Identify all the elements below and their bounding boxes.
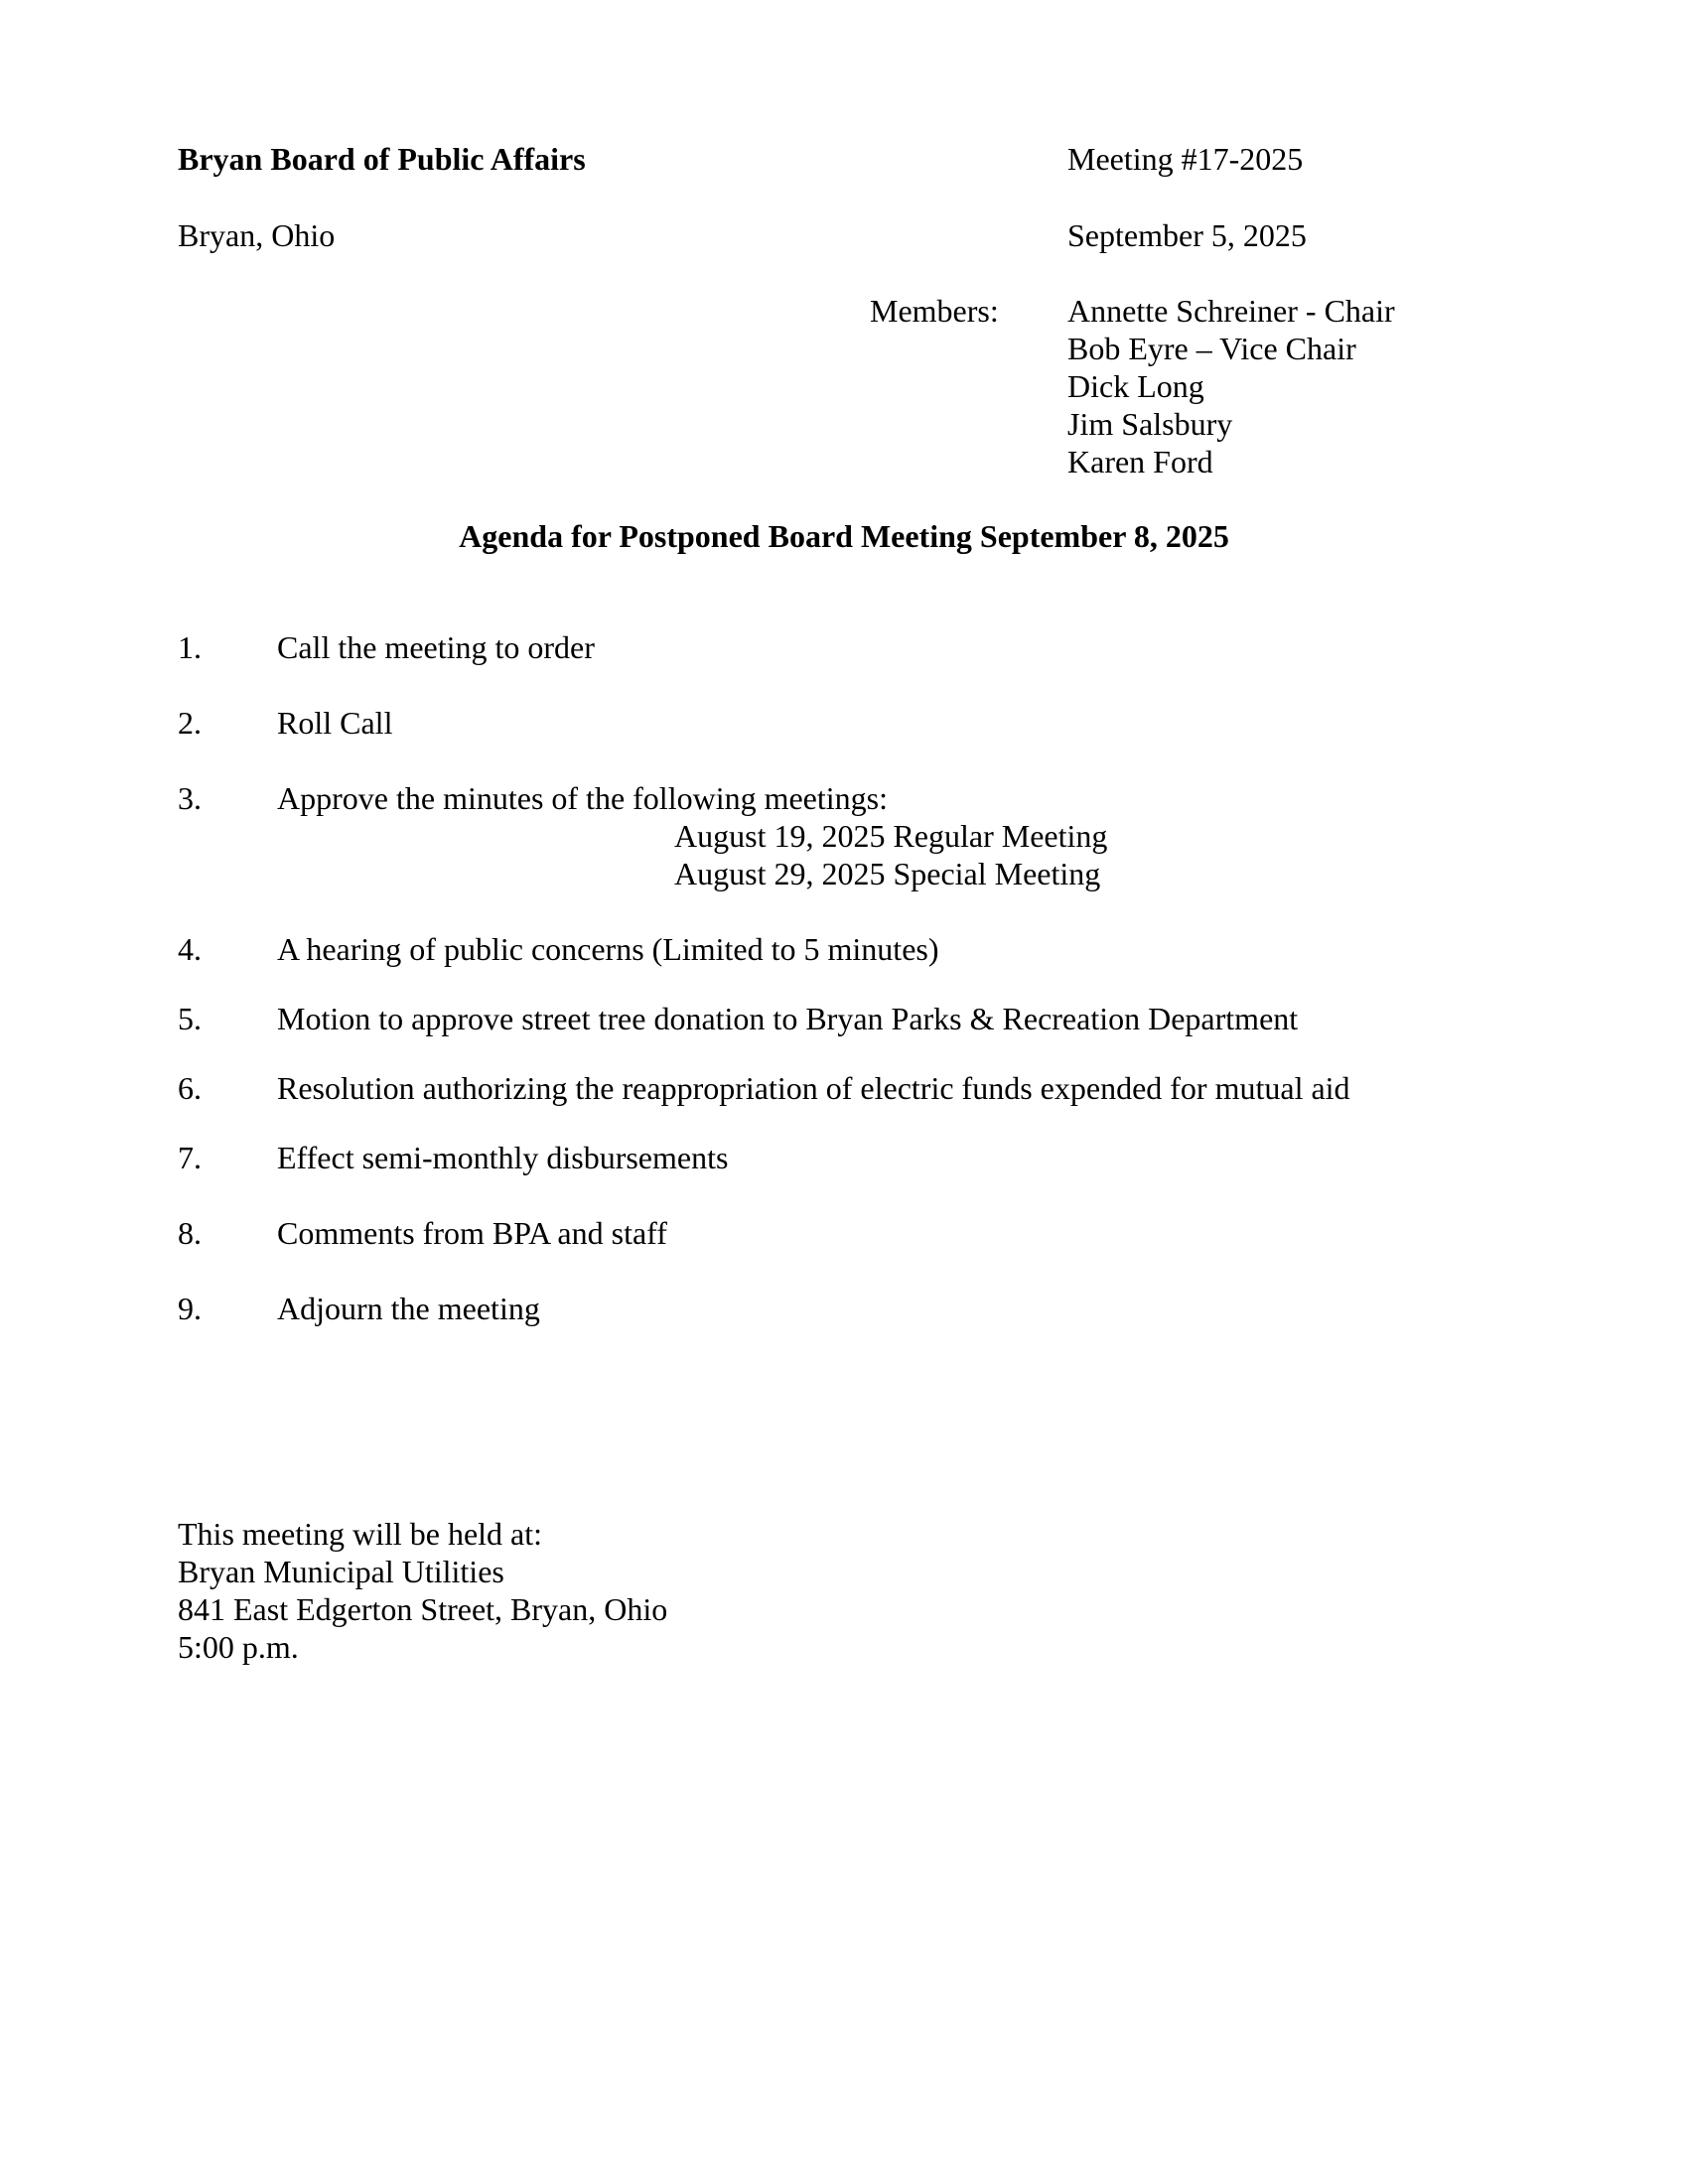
location-address: 841 East Edgerton Street, Bryan, Ohio xyxy=(178,1591,668,1627)
agenda-item-number: 4. xyxy=(178,931,202,967)
agenda-item-text: Approve the minutes of the following meetings: xyxy=(277,780,888,816)
location-intro: This meeting will be held at: xyxy=(178,1516,543,1552)
city-location: Bryan, Ohio xyxy=(178,217,336,253)
meeting-number: Meeting #17-2025 xyxy=(1067,141,1304,177)
agenda-item-text: Motion to approve street tree donation to Bryan Parks & Recreation Department xyxy=(277,1001,1299,1036)
agenda-item-text: Comments from BPA and staff xyxy=(277,1215,667,1251)
agenda-item-number: 1. xyxy=(178,629,202,665)
minutes-meeting: August 29, 2025 Special Meeting xyxy=(674,856,1101,891)
member-name: Jim Salsbury xyxy=(1067,406,1233,442)
agenda-item-text: A hearing of public concerns (Limited to 5 minutes) xyxy=(277,931,939,967)
agenda-item-text: Adjourn the meeting xyxy=(277,1291,540,1326)
meeting-location xyxy=(178,1515,667,1666)
location-venue: Bryan Municipal Utilities xyxy=(178,1554,504,1589)
agenda-item-text: Effect semi-monthly disbursements xyxy=(277,1140,729,1175)
agenda-item-number: 7. xyxy=(178,1140,202,1175)
agenda-item-text: Roll Call xyxy=(277,705,393,741)
agenda-item-number: 6. xyxy=(178,1070,202,1106)
members-label: Members: xyxy=(870,293,999,329)
member-name: Annette Schreiner - Chair xyxy=(1067,293,1395,329)
minutes-meeting: August 19, 2025 Regular Meeting xyxy=(674,818,1108,854)
agenda-item-number: 5. xyxy=(178,1001,202,1036)
agenda-item-number: 3. xyxy=(178,780,202,816)
members-list xyxy=(1067,292,1395,480)
member-name: Dick Long xyxy=(1067,368,1204,404)
agenda-item-number: 2. xyxy=(178,705,202,741)
member-name: Bob Eyre – Vice Chair xyxy=(1067,331,1356,366)
agenda-title: Agenda for Postponed Board Meeting September 8, 2025 xyxy=(459,518,1229,554)
member-name: Karen Ford xyxy=(1067,444,1213,479)
agenda-item-number: 9. xyxy=(178,1291,202,1326)
agenda-item-text: Call the meeting to order xyxy=(277,629,595,665)
meeting-time: 5:00 p.m. xyxy=(178,1629,299,1665)
notice-date: September 5, 2025 xyxy=(1067,217,1307,253)
agenda-item-text: Resolution authorizing the reappropriation of electric funds expended for mutual aid xyxy=(277,1070,1350,1106)
organization-name: Bryan Board of Public Affairs xyxy=(178,141,586,177)
agenda-item-number: 8. xyxy=(178,1215,202,1251)
